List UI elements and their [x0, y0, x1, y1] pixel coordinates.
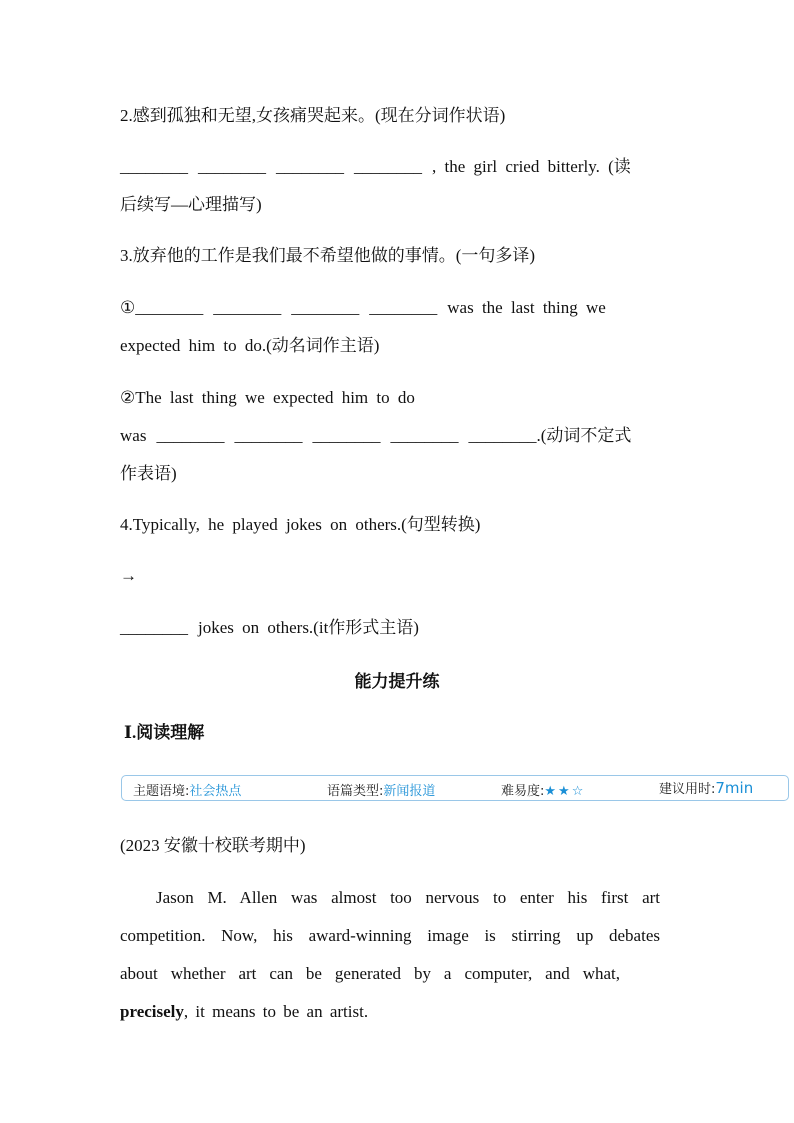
answer-blank[interactable]: ________	[312, 426, 381, 445]
answer-blank[interactable]: ________	[120, 618, 188, 637]
q2-answer-text: , the girl cried bitterly. (读	[432, 157, 631, 176]
answer-blank[interactable]: ________	[468, 426, 537, 445]
time-info	[659, 778, 753, 797]
theme-label: 主题语境:	[133, 784, 190, 799]
q3-part1-marker: ①	[120, 298, 136, 317]
difficulty-info	[501, 780, 585, 799]
answer-blank[interactable]: ________	[291, 298, 360, 317]
q3-part2-tail: .(动词不定式	[536, 426, 632, 445]
part-heading: Ⅰ.阅读理解	[124, 723, 205, 742]
passage-info-box	[121, 775, 789, 801]
answer-blank[interactable]: ________	[234, 426, 303, 445]
answer-blank[interactable]: ________	[198, 157, 266, 176]
passage-line: Jason M. Allen was almost too nervous to enter his first art	[156, 888, 660, 907]
difficulty-stars: ★★☆	[544, 784, 586, 799]
q3-part1-tail: was the last thing we	[447, 298, 606, 317]
passage-line-rest: , it means to be an artist.	[183, 1002, 369, 1021]
q4-arrow: →	[120, 566, 137, 585]
answer-blank[interactable]: ________	[156, 426, 225, 445]
q3-part1-line	[120, 296, 606, 320]
q3-prompt: 3.放弃他的工作是我们最不希望他做的事情。(一句多译)	[120, 246, 536, 265]
passage-line: about whether art can be generated by a computer, and what,	[120, 964, 620, 983]
answer-blank[interactable]: ________	[390, 426, 459, 445]
q3-part2-line3: 作表语)	[120, 464, 177, 483]
q2-prompt: 2.感到孤独和无望,女孩痛哭起来。(现在分词作状语)	[120, 106, 506, 125]
q3-part1-line2: expected him to do.(动名词作主语)	[120, 336, 380, 355]
q3-part2-line2	[120, 424, 631, 448]
section-title: 能力提升练	[354, 672, 440, 691]
answer-blank[interactable]: ________	[213, 298, 282, 317]
q3-part2-line1: ②The last thing we expected him to do	[120, 388, 415, 407]
answer-blank[interactable]: ________	[120, 157, 188, 176]
genre-info	[327, 780, 435, 799]
answer-blank[interactable]: ________	[135, 298, 204, 317]
q2-answer-line	[120, 155, 631, 179]
q4-answer-line	[120, 616, 419, 640]
genre-label: 语篇类型:	[327, 784, 384, 799]
theme-info	[133, 780, 241, 799]
time-label: 建议用时:	[659, 782, 716, 797]
q2-note: 后续写—心理描写)	[120, 195, 262, 214]
passage-line: competition. Now, his award-winning image is stirring up debates	[120, 926, 660, 945]
passage-line	[120, 993, 660, 1031]
answer-blank[interactable]: ________	[369, 298, 438, 317]
difficulty-label: 难易度:	[501, 784, 545, 799]
q3-part2-was: was	[120, 426, 147, 445]
genre-value: 新闻报道	[383, 784, 436, 799]
reading-passage	[120, 879, 660, 1031]
theme-value: 社会热点	[189, 784, 242, 799]
q4-prompt: 4.Typically, he played jokes on others.(句型转换)	[120, 515, 481, 534]
bold-word: precisely	[120, 1002, 184, 1021]
answer-blank[interactable]: ________	[354, 157, 422, 176]
source-note: (2023 安徽十校联考期中)	[120, 836, 306, 855]
answer-blank[interactable]: ________	[276, 157, 344, 176]
q4-tail: jokes on others.(it作形式主语)	[198, 618, 419, 637]
time-value: 7min	[715, 779, 754, 797]
